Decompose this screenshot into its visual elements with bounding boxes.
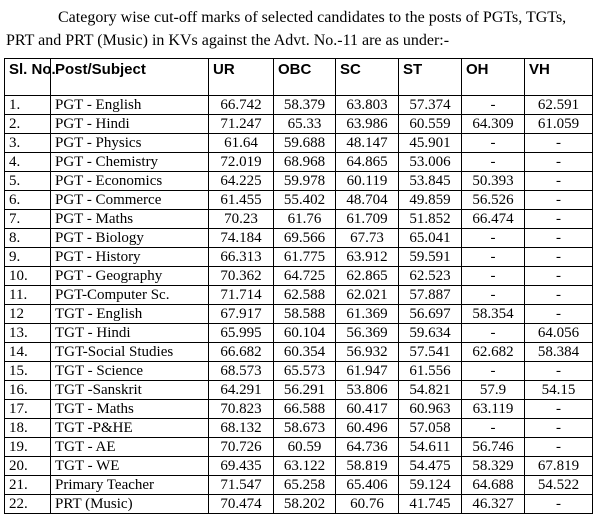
cell-sl-no: 18. (5, 419, 51, 438)
table-row (5, 438, 593, 457)
cell-ur: 71.714 (209, 286, 274, 305)
cell-sl-no: 19. (5, 438, 51, 457)
cell-sl-no: 1. (5, 96, 51, 115)
cell-sl-no: 22. (5, 495, 51, 514)
table-row (5, 457, 593, 476)
cell-sc: 60.417 (336, 400, 399, 419)
cell-post-subject: PGT - Economics (51, 172, 209, 191)
cell-oh: 62.682 (462, 343, 525, 362)
cell-sc: 48.147 (336, 134, 399, 153)
cell-obc: 65.573 (274, 362, 336, 381)
table-row (5, 286, 593, 305)
header-sl-no: Sl. No. (5, 59, 51, 96)
cell-sl-no: 15. (5, 362, 51, 381)
cell-post-subject: PGT - History (51, 248, 209, 267)
cell-post-subject: PGT-Computer Sc. (51, 286, 209, 305)
cell-obc: 59.688 (274, 134, 336, 153)
cell-obc: 65.33 (274, 115, 336, 134)
cell-sc: 62.021 (336, 286, 399, 305)
cell-post-subject: TGT -Sanskrit (51, 381, 209, 400)
cell-st: 59.124 (399, 476, 462, 495)
cell-ur: 66.313 (209, 248, 274, 267)
cell-post-subject: Primary Teacher (51, 476, 209, 495)
cell-sl-no: 7. (5, 210, 51, 229)
cell-st: 61.556 (399, 362, 462, 381)
cell-oh: - (462, 267, 525, 286)
cell-vh: 58.384 (525, 343, 593, 362)
header-oh: OH (462, 59, 525, 96)
cell-ur: 74.184 (209, 229, 274, 248)
table-row (5, 153, 593, 172)
cell-sc: 56.932 (336, 343, 399, 362)
cell-vh: - (525, 419, 593, 438)
cell-post-subject: PGT - Commerce (51, 191, 209, 210)
cell-post-subject: PGT - Chemistry (51, 153, 209, 172)
cell-post-subject: TGT - AE (51, 438, 209, 457)
cell-sl-no: 6. (5, 191, 51, 210)
cell-ur: 70.823 (209, 400, 274, 419)
cell-st: 57.887 (399, 286, 462, 305)
cell-obc: 60.59 (274, 438, 336, 457)
cell-ur: 72.019 (209, 153, 274, 172)
cell-post-subject: PRT (Music) (51, 495, 209, 514)
cell-obc: 62.588 (274, 286, 336, 305)
cell-oh: - (462, 248, 525, 267)
cell-oh: - (462, 153, 525, 172)
cell-vh: 54.522 (525, 476, 593, 495)
cell-sc: 63.803 (336, 96, 399, 115)
table-body (5, 96, 593, 514)
header-vh: VH (525, 59, 593, 96)
cell-oh: 57.9 (462, 381, 525, 400)
cell-oh: 63.119 (462, 400, 525, 419)
cell-obc: 58.202 (274, 495, 336, 514)
cell-post-subject: PGT - Geography (51, 267, 209, 286)
cell-st: 60.559 (399, 115, 462, 134)
cell-st: 62.523 (399, 267, 462, 286)
cell-sc: 64.736 (336, 438, 399, 457)
table-row (5, 400, 593, 419)
cell-post-subject: TGT - Hindi (51, 324, 209, 343)
cell-vh: 54.15 (525, 381, 593, 400)
table-row (5, 96, 593, 115)
cell-st: 41.745 (399, 495, 462, 514)
cell-ur: 66.742 (209, 96, 274, 115)
cell-vh: - (525, 248, 593, 267)
cell-obc: 60.104 (274, 324, 336, 343)
cell-post-subject: TGT - WE (51, 457, 209, 476)
cell-st: 54.821 (399, 381, 462, 400)
cell-obc: 65.258 (274, 476, 336, 495)
cell-sl-no: 8. (5, 229, 51, 248)
header-sc: SC (336, 59, 399, 96)
cell-st: 51.852 (399, 210, 462, 229)
cell-obc: 68.968 (274, 153, 336, 172)
table-row (5, 229, 593, 248)
cell-ur: 68.132 (209, 419, 274, 438)
cell-sl-no: 21. (5, 476, 51, 495)
cell-ur: 70.23 (209, 210, 274, 229)
cell-obc: 61.76 (274, 210, 336, 229)
cell-post-subject: TGT - English (51, 305, 209, 324)
intro-text: Category wise cut-off marks of selected candidates to the posts of PGTs, TGTs, PRT and PRT (Music) in KVs against the Advt. No.-11 are as under:- (6, 9, 567, 49)
cell-obc: 59.978 (274, 172, 336, 191)
cell-obc: 60.354 (274, 343, 336, 362)
cell-vh: - (525, 305, 593, 324)
cell-ur: 61.64 (209, 134, 274, 153)
cell-oh: 64.309 (462, 115, 525, 134)
cell-post-subject: PGT - Physics (51, 134, 209, 153)
cell-post-subject: TGT - Science (51, 362, 209, 381)
cell-vh: - (525, 191, 593, 210)
header-obc: OBC (274, 59, 336, 96)
cell-obc: 69.566 (274, 229, 336, 248)
cell-ur: 70.474 (209, 495, 274, 514)
cell-ur: 70.726 (209, 438, 274, 457)
header-st: ST (399, 59, 462, 96)
cell-sl-no: 14. (5, 343, 51, 362)
cell-ur: 70.362 (209, 267, 274, 286)
cell-sc: 62.865 (336, 267, 399, 286)
cell-ur: 68.573 (209, 362, 274, 381)
cell-sc: 61.369 (336, 305, 399, 324)
cell-ur: 71.547 (209, 476, 274, 495)
table-row (5, 267, 593, 286)
table-row (5, 419, 593, 438)
cell-st: 45.901 (399, 134, 462, 153)
intro-paragraph (6, 6, 590, 52)
cell-obc: 56.291 (274, 381, 336, 400)
cell-ur: 67.917 (209, 305, 274, 324)
cell-sc: 65.406 (336, 476, 399, 495)
cell-sc: 63.986 (336, 115, 399, 134)
table-row (5, 305, 593, 324)
cell-obc: 64.725 (274, 267, 336, 286)
cell-st: 59.634 (399, 324, 462, 343)
cell-oh: - (462, 324, 525, 343)
cell-vh: - (525, 134, 593, 153)
cell-sc: 61.709 (336, 210, 399, 229)
cell-vh: - (525, 400, 593, 419)
cell-oh: 58.329 (462, 457, 525, 476)
cell-st: 54.611 (399, 438, 462, 457)
cell-vh: - (525, 210, 593, 229)
table-row (5, 381, 593, 400)
cell-obc: 63.122 (274, 457, 336, 476)
table-row (5, 134, 593, 153)
cell-vh: - (525, 172, 593, 191)
cell-obc: 58.588 (274, 305, 336, 324)
cell-oh: 56.526 (462, 191, 525, 210)
cell-ur: 65.995 (209, 324, 274, 343)
cell-oh: 64.688 (462, 476, 525, 495)
table-row (5, 476, 593, 495)
cell-st: 56.697 (399, 305, 462, 324)
cell-vh: - (525, 153, 593, 172)
cell-ur: 69.435 (209, 457, 274, 476)
cell-sl-no: 5. (5, 172, 51, 191)
cell-oh: - (462, 96, 525, 115)
cell-sl-no: 4. (5, 153, 51, 172)
header-ur: UR (209, 59, 274, 96)
cell-vh: 62.591 (525, 96, 593, 115)
cell-oh: - (462, 286, 525, 305)
cell-obc: 66.588 (274, 400, 336, 419)
cell-st: 65.041 (399, 229, 462, 248)
cell-sl-no: 10. (5, 267, 51, 286)
cell-sc: 67.73 (336, 229, 399, 248)
cell-vh: 61.059 (525, 115, 593, 134)
cell-vh: - (525, 362, 593, 381)
cell-post-subject: PGT - Hindi (51, 115, 209, 134)
cell-st: 57.058 (399, 419, 462, 438)
cell-ur: 64.225 (209, 172, 274, 191)
cell-vh: 67.819 (525, 457, 593, 476)
cell-ur: 64.291 (209, 381, 274, 400)
header-post-subject: Post/Subject (51, 59, 209, 96)
cell-post-subject: TGT -P&HE (51, 419, 209, 438)
cell-sl-no: 11. (5, 286, 51, 305)
table-row (5, 495, 593, 514)
cell-ur: 71.247 (209, 115, 274, 134)
cell-sc: 60.76 (336, 495, 399, 514)
table-row (5, 172, 593, 191)
cell-oh: - (462, 419, 525, 438)
cell-sl-no: 3. (5, 134, 51, 153)
cell-sc: 64.865 (336, 153, 399, 172)
table-row (5, 362, 593, 381)
table-row (5, 324, 593, 343)
cell-ur: 61.455 (209, 191, 274, 210)
cell-sc: 48.704 (336, 191, 399, 210)
cell-obc: 58.673 (274, 419, 336, 438)
cell-sl-no: 17. (5, 400, 51, 419)
cell-sl-no: 16. (5, 381, 51, 400)
cell-st: 59.591 (399, 248, 462, 267)
cell-obc: 58.379 (274, 96, 336, 115)
cell-sl-no: 12 (5, 305, 51, 324)
cell-st: 49.859 (399, 191, 462, 210)
table-row (5, 343, 593, 362)
cell-oh: 56.746 (462, 438, 525, 457)
table-header-row (5, 59, 593, 96)
cell-vh: - (525, 438, 593, 457)
cell-st: 57.374 (399, 96, 462, 115)
cell-post-subject: TGT-Social Studies (51, 343, 209, 362)
cell-ur: 66.682 (209, 343, 274, 362)
cell-sc: 56.369 (336, 324, 399, 343)
cell-post-subject: PGT - English (51, 96, 209, 115)
cutoff-marks-table (4, 58, 593, 514)
cell-sc: 60.119 (336, 172, 399, 191)
table-row (5, 191, 593, 210)
cell-st: 57.541 (399, 343, 462, 362)
table-row (5, 210, 593, 229)
cell-vh: - (525, 229, 593, 248)
cell-sl-no: 9. (5, 248, 51, 267)
cell-st: 54.475 (399, 457, 462, 476)
cell-oh: 58.354 (462, 305, 525, 324)
cell-post-subject: TGT - Maths (51, 400, 209, 419)
cell-sc: 63.912 (336, 248, 399, 267)
cell-vh: 64.056 (525, 324, 593, 343)
cell-sc: 61.947 (336, 362, 399, 381)
cell-vh: - (525, 495, 593, 514)
cell-sc: 53.806 (336, 381, 399, 400)
table-row (5, 115, 593, 134)
cell-vh: - (525, 267, 593, 286)
cell-oh: - (462, 229, 525, 248)
cell-obc: 61.775 (274, 248, 336, 267)
cell-sc: 58.819 (336, 457, 399, 476)
cell-oh: - (462, 362, 525, 381)
cell-st: 60.963 (399, 400, 462, 419)
cell-st: 53.845 (399, 172, 462, 191)
cell-post-subject: PGT - Maths (51, 210, 209, 229)
cell-oh: - (462, 134, 525, 153)
cell-oh: 46.327 (462, 495, 525, 514)
cell-vh: - (525, 286, 593, 305)
cell-sl-no: 2. (5, 115, 51, 134)
cell-obc: 55.402 (274, 191, 336, 210)
table-row (5, 248, 593, 267)
cell-oh: 66.474 (462, 210, 525, 229)
cell-sl-no: 20. (5, 457, 51, 476)
cell-sl-no: 13. (5, 324, 51, 343)
cell-st: 53.006 (399, 153, 462, 172)
cell-sc: 60.496 (336, 419, 399, 438)
cell-oh: 50.393 (462, 172, 525, 191)
cell-post-subject: PGT - Biology (51, 229, 209, 248)
